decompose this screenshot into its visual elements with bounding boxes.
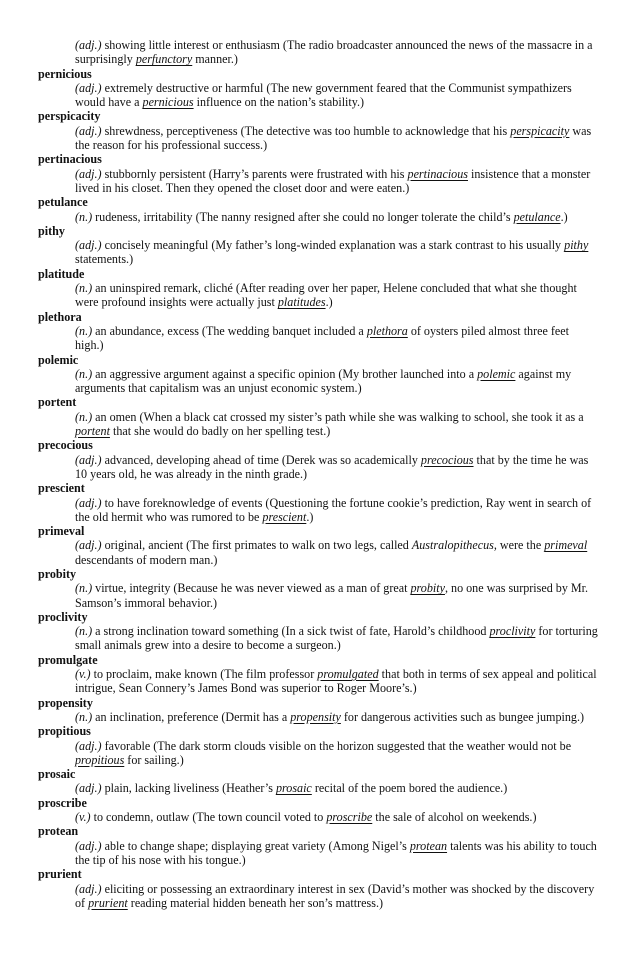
part-of-speech: (adj.) [75, 881, 102, 896]
example-text: advanced, developing ahead of time (Derek was so academically [101, 452, 421, 467]
example-text: able to change shape; displaying great variety (Among Nigel’s [101, 838, 410, 853]
part-of-speech: (adj.) [75, 238, 102, 253]
example-text: an omen (When a black cat crossed my sister’s path while she was walking to school, she took it as a [92, 409, 584, 424]
vocab-definition [38, 538, 598, 567]
italic-text: Australopithecus, [411, 538, 497, 553]
highlighted-word: probity [410, 581, 445, 596]
highlighted-word: prosaic [275, 781, 312, 796]
vocab-entry [38, 767, 598, 796]
highlighted-word: proscribe [326, 810, 373, 825]
vocab-entry [38, 796, 598, 825]
vocab-definition [38, 81, 598, 110]
example-text: talents was his ability to touch the tip of his nose with his tongue.) [75, 838, 597, 867]
vocab-definition [38, 410, 598, 439]
vocab-entry [38, 567, 598, 610]
example-text: an uninspired remark, cliché (After reading over her paper, Helene concluded that what she thought were profound insights were actually just [75, 281, 577, 310]
example-text: descendants of modern man.) [75, 552, 218, 567]
example-text: extremely destructive or harmful (The new government feared that the Communist sympathizers would have a [75, 80, 572, 110]
vocab-entry [38, 524, 598, 567]
example-text: shrewdness, perceptiveness (The detective was too humble to acknowledge that his [101, 123, 511, 138]
highlighted-word: propitious [75, 752, 125, 767]
example-text: rudeness, irritability (The nanny resigned after she could no longer tolerate the child’s [92, 209, 514, 224]
example-text: plain, lacking liveliness (Heather’s [101, 781, 276, 796]
vocab-definition [38, 739, 598, 768]
vocab-definition [38, 839, 598, 868]
vocab-term: perspicacity [38, 109, 101, 124]
part-of-speech: (n.) [75, 281, 93, 296]
highlighted-word: protean [409, 838, 448, 853]
vocab-definition [38, 667, 598, 696]
vocab-term: probity [38, 566, 77, 581]
part-of-speech: (adj.) [75, 495, 102, 510]
part-of-speech: (n.) [75, 581, 93, 596]
vocab-definition [38, 453, 598, 482]
vocab-entry [38, 724, 598, 767]
vocab-definition [38, 496, 598, 525]
vocab-term: proclivity [38, 609, 88, 624]
part-of-speech: (adj.) [75, 38, 102, 52]
example-text: .) [306, 509, 314, 524]
part-of-speech: (v.) [75, 810, 91, 825]
vocab-entry [38, 195, 598, 224]
part-of-speech: (n.) [75, 409, 93, 424]
vocab-entry [38, 867, 598, 910]
highlighted-word: perfunctory [135, 52, 193, 67]
example-text: .) [560, 209, 568, 224]
vocab-definition [38, 367, 598, 396]
example-text: for sailing.) [124, 752, 184, 767]
example-text: that by the time he was 10 years old, he was already in the ninth grade.) [75, 452, 589, 481]
highlighted-word: prescient [262, 509, 307, 524]
part-of-speech: (n.) [75, 323, 93, 338]
part-of-speech: (v.) [75, 667, 91, 682]
part-of-speech: (n.) [75, 209, 93, 224]
part-of-speech: (adj.) [75, 738, 102, 753]
vocab-entry [38, 67, 598, 110]
example-text: manner.) [192, 52, 238, 67]
highlighted-word: pertinacious [407, 166, 468, 181]
vocab-term: portent [38, 395, 77, 410]
part-of-speech: (adj.) [75, 538, 102, 553]
vocab-entry [38, 353, 598, 396]
vocab-entry [38, 109, 598, 152]
vocab-entry [38, 395, 598, 438]
vocab-entry [38, 224, 598, 267]
vocab-definition [38, 324, 598, 353]
vocab-entry [38, 653, 598, 696]
vocab-entry [38, 310, 598, 353]
vocab-definition [38, 38, 598, 67]
highlighted-word: precocious [420, 452, 474, 467]
part-of-speech: (adj.) [75, 123, 102, 138]
example-text: showing little interest or enthusiasm (The radio broadcaster announced the news of the massacre in a surprisingly [75, 38, 593, 67]
vocab-term: prosaic [38, 767, 76, 782]
part-of-speech: (adj.) [75, 838, 102, 853]
highlighted-word: polemic [477, 366, 516, 381]
vocab-term: prurient [38, 867, 82, 882]
vocab-entry [38, 610, 598, 653]
vocab-definition [38, 710, 598, 724]
vocab-definition [38, 167, 598, 196]
vocab-term: propitious [38, 724, 91, 739]
vocab-entry [38, 481, 598, 524]
vocab-term: precocious [38, 438, 93, 453]
highlighted-word: primeval [544, 538, 588, 553]
example-text: statements.) [75, 252, 134, 267]
vocab-term: pithy [38, 223, 65, 238]
example-text: a strong inclination toward something (In a sick twist of fate, Harold’s childhood [92, 624, 490, 639]
vocab-term: prescient [38, 481, 85, 496]
vocab-term: polemic [38, 352, 79, 367]
example-text: original, ancient (The first primates to walk on two legs, called [101, 538, 412, 553]
vocab-term: propensity [38, 695, 93, 710]
vocab-definition [38, 882, 598, 911]
vocab-term: proscribe [38, 795, 87, 810]
vocab-term: protean [38, 824, 79, 839]
example-text: an inclination, preference (Dermit has a [92, 709, 291, 724]
example-text: , no one was surprised by Mr. Samson’s immoral behavior.) [75, 581, 589, 610]
part-of-speech: (n.) [75, 366, 93, 381]
example-text: the sale of alcohol on weekends.) [372, 810, 537, 825]
highlighted-word: portent [75, 424, 110, 439]
example-text: eliciting or possessing an extraordinary interest in sex (David’s mother was shocked by the discovery of [75, 881, 595, 910]
highlighted-word: proclivity [489, 624, 536, 639]
example-text: of oysters piled almost three feet high.) [75, 323, 570, 353]
example-text: stubbornly persistent (Harry’s parents were frustrated with his [101, 166, 408, 181]
vocab-definition [38, 581, 598, 610]
part-of-speech: (n.) [75, 709, 93, 724]
example-text: was the reason for his professional success.) [75, 123, 592, 153]
vocab-term: pertinacious [38, 152, 102, 167]
example-text: virtue, integrity (Because he was never viewed as a man of great [92, 581, 411, 596]
highlighted-word: promulgated [317, 667, 379, 682]
example-text: concisely meaningful (My father’s long-winded explanation was a stark contrast to his usually [101, 238, 565, 253]
example-text: for torturing small animals grew into a desire to become a surgeon.) [75, 624, 598, 653]
part-of-speech: (n.) [75, 624, 93, 639]
example-text: influence on the nation’s stability.) [193, 95, 365, 110]
vocab-entry [38, 38, 598, 67]
example-text: to proclaim, make known (The film professor [90, 667, 318, 682]
vocab-entry [38, 696, 598, 725]
highlighted-word: petulance [513, 209, 561, 224]
example-text: an abundance, excess (The wedding banquet included a [92, 323, 367, 338]
vocab-definition [38, 124, 598, 153]
vocab-definition [38, 281, 598, 310]
vocab-term: promulgate [38, 652, 98, 667]
example-text: for dangerous activities such as bungee jumping.) [340, 709, 585, 724]
vocab-definition [38, 210, 598, 224]
vocab-definition [38, 810, 598, 824]
example-text: reading material hidden beneath her son’s mattress.) [127, 895, 383, 910]
part-of-speech: (adj.) [75, 80, 102, 95]
highlighted-word: pernicious [142, 95, 194, 110]
example-text: an aggressive argument against a specific opinion (My brother launched into a [92, 366, 478, 381]
highlighted-word: prurient [88, 895, 128, 910]
highlighted-word: perspicacity [510, 123, 570, 138]
part-of-speech: (adj.) [75, 781, 102, 796]
example-text: that she would do badly on her spelling test.) [109, 424, 331, 439]
example-text: were the [496, 538, 545, 553]
vocab-term: plethora [38, 309, 82, 324]
vocab-definition [38, 781, 598, 795]
vocab-definition [38, 238, 598, 267]
vocab-term: primeval [38, 524, 85, 539]
vocab-entry [38, 152, 598, 195]
vocab-entry [38, 824, 598, 867]
vocab-definition [38, 624, 598, 653]
part-of-speech: (adj.) [75, 452, 102, 467]
example-text: favorable (The dark storm clouds visible on the horizon suggested that the weather would not be [101, 738, 572, 753]
vocab-entry [38, 267, 598, 310]
example-text: to condemn, outlaw (The town council voted to [90, 810, 327, 825]
highlighted-word: plethora [366, 323, 408, 338]
vocab-term: platitude [38, 266, 85, 281]
highlighted-word: platitudes [277, 295, 326, 310]
vocab-term: pernicious [38, 66, 92, 81]
example-text: against my arguments that capitalism was an unjust economic system.) [75, 366, 572, 396]
example-text: to have foreknowledge of events (Questioning the fortune cookie’s prediction, Ray went in search of the old hermit who was rumored to be [75, 495, 592, 524]
highlighted-word: propensity [290, 709, 341, 724]
example-text: .) [325, 295, 333, 310]
vocab-entry [38, 438, 598, 481]
vocab-term: petulance [38, 195, 88, 210]
example-text: that both in terms of sex appeal and political intrigue, Sean Connery’s James Bond was superior to Roger Moore’s.) [75, 667, 597, 696]
example-text: insistence that a monster lived in his closet. Then they opened the closet door and were eaten.) [75, 166, 591, 195]
highlighted-word: pithy [564, 238, 589, 253]
example-text: recital of the poem bored the audience.) [311, 781, 508, 796]
part-of-speech: (adj.) [75, 166, 102, 181]
